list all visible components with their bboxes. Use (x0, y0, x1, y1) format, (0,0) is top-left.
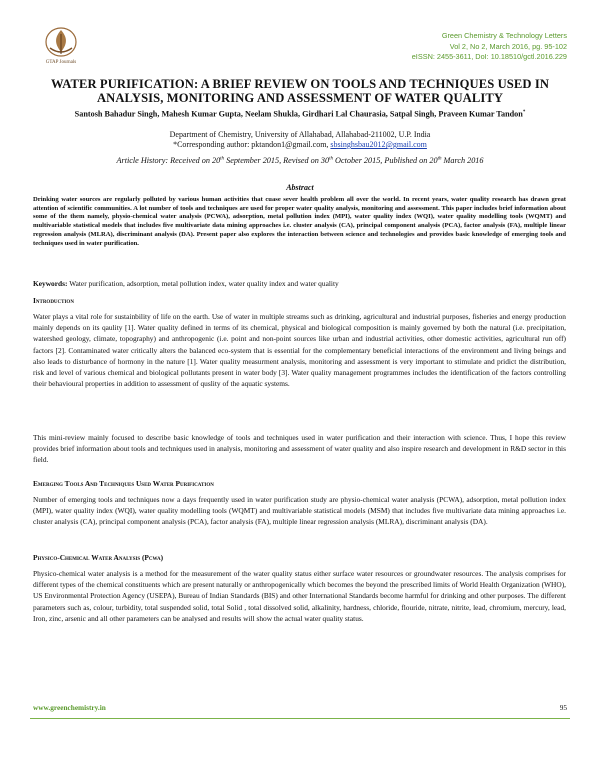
emerging-heading: Emerging Tools And Techniques Used Water Purification (33, 479, 214, 488)
footer-website-link[interactable]: www.greenchemistry.in (33, 703, 106, 712)
corresponding-prefix: *Corresponding author: pktandon1@gmail.com, (173, 140, 331, 149)
page-number: 95 (559, 703, 567, 712)
logo-caption: GTAP Journals (45, 60, 77, 65)
history-month: March 2016 (441, 156, 484, 165)
keywords (33, 279, 339, 288)
abstract-text: Drinking water sources are regularly polluted by various human activities that cuase sever health problem all over the world. In recent years, water quality research has drawn great attention of scientific communities. A lot number of tools and techniques are used for proper water quality analysis, monitoring and assessment. This paper includes brief information about some of the them namely, physio-chemical water analysis (PCWA), adsorption, metal pollution index (MPI), water quality index (WQI), water quality modelling tools (WQMT) and multivariable statistical models that includes five multivariate data mining approaches i.e. cluster analysis (CA), principal component analysis (PCA), factor analysis (FA), multiple linear regression analysis (MLRA), discriminant analysis (DA). Present paper also explores the interaction between science and technologies and provides basic knowledge of emerging tools and techniques used in water purification. (33, 196, 566, 247)
journal-logo (36, 24, 86, 70)
history-received: Article History: Received on 20 (116, 156, 221, 165)
history-sup: th (437, 156, 442, 162)
paper-title: WATER PURIFICATION: A BRIEF REVIEW ON TOOLS AND TECHNIQUES USED IN ANALYSIS, MONITORING AND ASSESSMENT OF WATER QUALITY (50, 77, 550, 105)
pcwa-paragraph: Physico-chemical water analysis is a method for the measurement of the water quality status either surface water resources or groundwater resources. The analysis comprises for different types of the chemical constituents which are present naturally or anthropogenically which becomes the beyond the prescribed limits of World Health Organization (WHO), US Environmental Protection Agency (USEPA), Bureau of Indian Standards (BIS) and other International Standards become harmful for drinking and other purposes. The different parameters such as, colour, turbidity, total suspended solid, total Solid , total dissolved solid, alkalinity, hardness, chloride, flouride, nitrate, nitrite, lead, chromium, mercury, lead, Iron, zinc, arsenic and all other parameters can be analysed and results will show the actual water quality status. (33, 569, 567, 623)
corresponding-mark: * (522, 110, 526, 115)
affiliation-block (40, 130, 560, 150)
journal-header (412, 31, 567, 63)
pcwa-heading: Physico-Chemical Water Analysis (Pcwa) (33, 553, 164, 562)
journal-issn: eISSN: 2455-3611, DoI: 10.18510/gctl.2016.229 (411, 52, 567, 61)
affiliation: Department of Chemistry, University of Allahabad, Allahabad-211002, U.P. India (169, 130, 431, 139)
history-published: October 2015, Published on 20 (333, 156, 438, 165)
intro-heading: Introduction (33, 296, 74, 305)
author-list (40, 108, 560, 120)
history-sup: th (220, 156, 225, 162)
history-revised: September 2015, Revised on 30 (224, 156, 330, 165)
history-sup: th (329, 156, 333, 162)
corresponding-email-link[interactable]: sbsinghsbau2012@gmail.com (330, 140, 427, 149)
intro-paragraph-2: This mini-review mainly focused to describe basic knowledge of tools and techniques used in water purification and their interaction with science. Thus, I hope this review provides brief information about tools and techniques used in analysis, monitoring and assessment of water quality and also inspire research and development in R&D sector in this field. (33, 433, 566, 465)
keywords-label: Keywords: (33, 279, 68, 288)
emerging-paragraph: Number of emerging tools and techniques now a days frequently used in water purification study are physio-chemical water analysis (PCWA), adsorption, metal pollution index (MPI), water quality index (WQI), water quality modelling tools (WQMT) and multivariable statistical models (MSM) that includes five multivariate data mining approaches i.e. cluster analysis (CA), principal component analysis (PCA), factor analysis (FA), multiple linear regression analysis (MLRA), discriminant analysis (DA). (33, 495, 566, 527)
abstract-heading: Abstract (286, 183, 314, 192)
footer-frame (30, 694, 570, 719)
keywords-text: Water purification, adsorption, metal pollution index, water quality index and water quality (67, 279, 339, 288)
journal-name: Green Chemistry & Technology Letters (441, 31, 567, 40)
journal-volume: Vol 2, No 2, March 2016, pg. 95-102 (449, 41, 567, 51)
authors-text: Santosh Bahadur Singh, Mahesh Kumar Gupta, Neelam Shukla, Girdhari Lal Chaurasia, Satpal Singh, Praveen Kumar Tandon (74, 109, 523, 119)
corresponding-author (40, 140, 560, 150)
article-history (40, 156, 560, 165)
intro-paragraph-1: Water plays a vital role for sustainbility of life on the earth. Use of water in multiple streams such as drinking, agricultural and industrial purposes, fisheries and energy production mainly depends on its qaulity [1]. Water quality defined in terms of its chemical, physical and biological composition is mainly governed by both the natural (i.e. precipitation, watershed geology, climate, topography) and anthropogenic (i.e. point and non-point sources like urban and industrial activities, other domestic activities, agricultural run off) factors [2]. Contaminated water critically alters the balanced eco-system that is essential for the complementary beneficial interactions of the environment and living beings and also leads to disturbance of hormony in the nature [1]. Water quality measurment analysis, monitoring and assessment is very important to stimulate and pridict the distribution, risk and level of various chemical and biological pollutants present in water body [3]. Water quality management programmes includes the identification of the factors controlling their behavioural properties in addition to assessment of quslity of the aquatic systems. (33, 312, 566, 389)
